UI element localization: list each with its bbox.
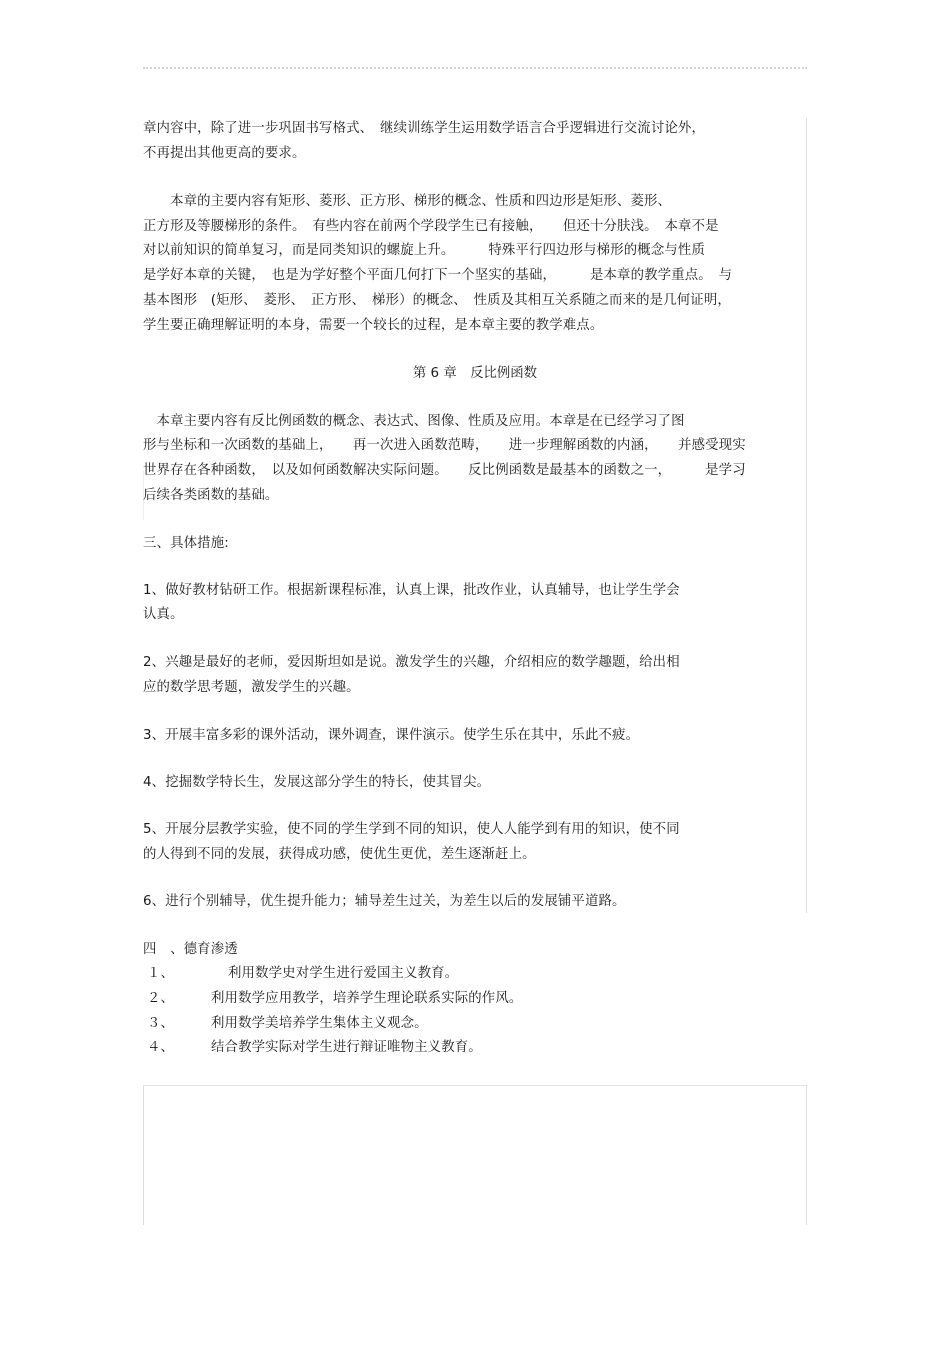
intro-line-1: 章内容中，除了进一步巩固书写格式、 继续训练学生运用数学语言合乎逻辑进行交流讨论外，: [143, 121, 706, 136]
measure-2-line-2: 应的数学思考题，激发学生的兴趣。: [143, 680, 360, 695]
moral-item-1-number: １、: [147, 966, 175, 981]
moral-item-3-number: ３、: [147, 1016, 175, 1031]
moral-item-2-text: 利用数学应用教学，培养学生理论联系实际的作风。: [211, 991, 523, 1006]
measure-1-line-1: 1、做好教材钻研工作。根据新课程标准，认真上课，批改作业，认真辅导，也让学生学会: [143, 583, 680, 598]
intro-line-2: 不再提出其他更高的要求。: [143, 146, 306, 161]
measures-heading: 三、具体措施:: [143, 536, 229, 551]
moral-item-1-text: 利用数学史对学生进行爱国主义教育。: [228, 966, 459, 981]
frame-right-top: [806, 118, 807, 913]
measure-1-line-2: 认真。: [143, 607, 184, 622]
main-para-line-4: 是学好本章的关键， 也是为学好整个平面几何打下一个坚实的基础， 是本章的教学重点。 与: [143, 268, 733, 283]
measure-5-line-1: 5、开展分层教学实验，使不同的学生学到不同的知识，使人人能学到有用的知识，使不同: [143, 822, 680, 837]
frame-box-right: [806, 1085, 807, 1225]
frame-box-top: [143, 1085, 807, 1086]
moral-item-4-number: ４、: [147, 1040, 175, 1055]
moral-heading: 四 、德育渗透: [143, 942, 238, 957]
measure-3: 3、开展丰富多彩的课外活动，课外调查，课件演示。使学生乐在其中，乐此不疲。: [143, 728, 640, 743]
main-para-line-5: 基本图形 (矩形、 菱形、 正方形、 梯形）的概念、 性质及其相互关系随之而来的是几何证明，: [143, 293, 731, 308]
chapter6-line-2: 形与坐标和一次函数的基础上， 再一次进入函数范畴， 进一步理解函数的内涵， 并感受现实: [143, 438, 746, 453]
header-divider: [143, 67, 807, 69]
chapter-heading: 第 6 章 反比例函数: [412, 366, 538, 381]
chapter6-line-3: 世界存在各种函数， 以及如何函数解决实际问题。 反比例函数是最基本的函数之一， 是学习: [143, 463, 746, 478]
measure-5-line-2: 的人得到不同的发展，获得成功感，使优生更优，差生逐渐赶上。: [143, 847, 536, 862]
main-para-line-1: 本章的主要内容有矩形、菱形、正方形、梯形的概念、性质和四边形是矩形、菱形、: [143, 194, 672, 209]
main-para-line-3: 对以前知识的简单复习，而是同类知识的螺旋上升。 特殊平行四边形与梯形的概念与性质: [143, 243, 706, 258]
moral-item-4-text: 结合教学实际对学生进行辩证唯物主义教育。: [211, 1040, 482, 1055]
measure-6: 6、进行个别辅导，优生提升能力；辅导差生过关，为差生以后的发展铺平道路。: [143, 894, 626, 909]
chapter6-line-4: 后续各类函数的基础。: [143, 488, 279, 503]
measure-2-line-1: 2、兴趣是最好的老师，爱因斯坦如是说。激发学生的兴趣，介绍相应的数学趣题，给出相: [143, 655, 680, 670]
chapter6-line-1: 本章主要内容有反比例函数的概念、表达式、图像、性质及应用。本章是在已经学习了图: [143, 414, 685, 429]
moral-item-3-text: 利用数学美培养学生集体主义观念。: [211, 1016, 428, 1031]
main-para-line-6: 学生要正确理解证明的本身，需要一个较长的过程，是本章主要的教学难点。: [143, 318, 604, 333]
measure-4: 4、挖掘数学特长生，发展这部分学生的特长，使其冒尖。: [143, 775, 491, 790]
frame-box-left: [143, 1085, 144, 1225]
moral-item-2-number: ２、: [147, 991, 175, 1006]
main-para-line-2: 正方形及等腰梯形的条件。 有些内容在前两个学段学生已有接触， 但还十分肤浅。 本章不是: [143, 219, 719, 234]
